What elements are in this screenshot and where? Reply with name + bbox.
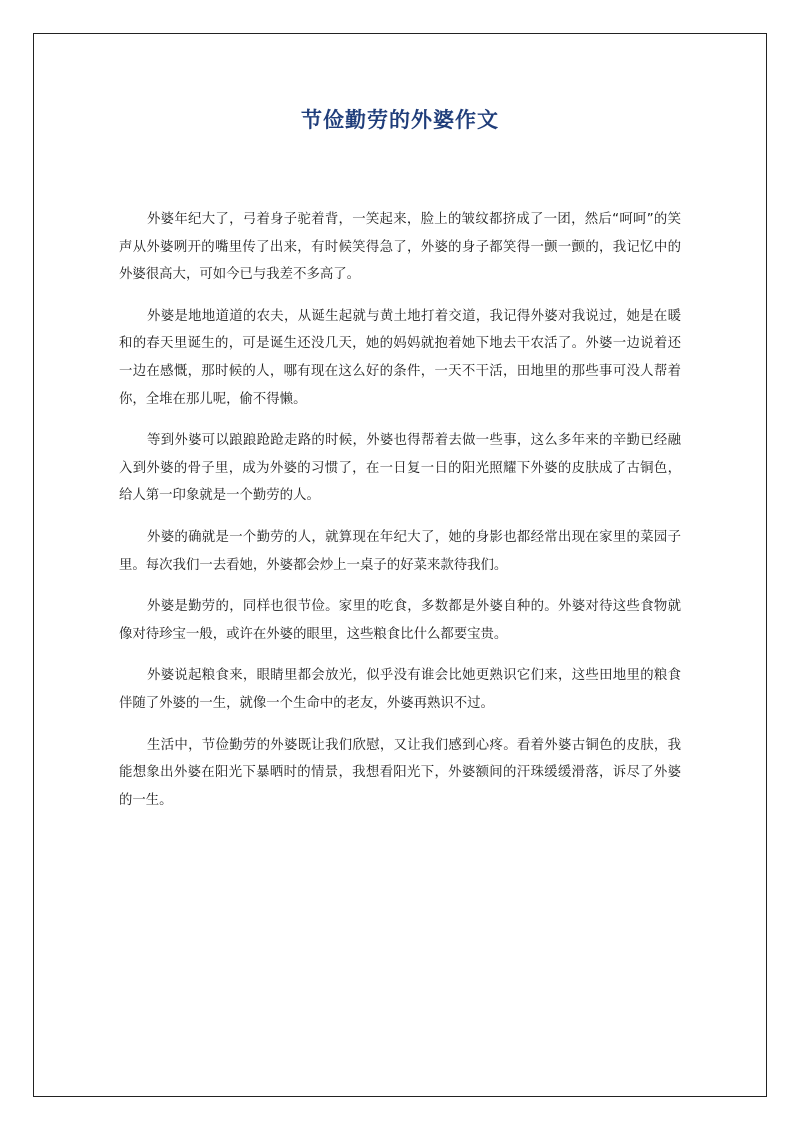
document-body xyxy=(119,206,681,828)
paragraph-5: 外婆是勤劳的，同样也很节俭。家里的吃食，多数都是外婆自种的。外婆对待这些食物就像对待珍宝一般，或许在外婆的眼里，这些粮食比什么都要宝贵。 xyxy=(119,599,681,642)
paragraph-3: 等到外婆可以踉踉跄跄走路的时候，外婆也得帮着去做一些事，这么多年来的辛勤已经融入到外婆的骨子里，成为外婆的习惯了，在一日复一日的阳光照耀下外婆的皮肤成了古铜色，给人第一印象就是一个勤劳的人。 xyxy=(119,433,681,504)
paragraph-4: 外婆的确就是一个勤劳的人，就算现在年纪大了，她的身影也都经常出现在家里的菜园子里。每次我们一去看她，外婆都会炒上一桌子的好菜来款待我们。 xyxy=(119,529,681,573)
paragraph-1: 外婆年纪大了，弓着身子驼着背，一笑起来，脸上的皱纹都挤成了一团，然后“呵呵”的笑声从外婆咧开的嘴里传了出来，有时候笑得急了，外婆的身子都笑得一颤一颤的，我记忆中的外婆很高大，可如今已与我差不多高了。 xyxy=(119,212,681,283)
paragraph-7: 生活中，节俭勤劳的外婆既让我们欣慰，又让我们感到心疼。看着外婆古铜色的皮肤，我能想象出外婆在阳光下暴晒时的情景，我想看阳光下，外婆额间的汗珠缓缓滑落，诉尽了外婆的一生。 xyxy=(119,737,681,808)
paragraph-6: 外婆说起粮食来，眼睛里都会放光，似乎没有谁会比她更熟识它们来，这些田地里的粮食伴随了外婆的一生，就像一个生命中的老友，外婆再熟识不过。 xyxy=(119,668,681,711)
document-title: 节俭勤劳的外婆作文 xyxy=(301,108,499,132)
paragraph-2: 外婆是地地道道的农夫，从诞生起就与黄土地打着交道，我记得外婆对我说过，她是在暖和的春天里诞生的，可是诞生还没几天，她的妈妈就抱着她下地去干农活了。外婆一边说着还一边在感慨，那时候的人，哪有现在这么好的条件，一天不干活，田地里的那些事可没人帮着你，全堆在那儿呢，偷不得懒。 xyxy=(119,308,681,407)
